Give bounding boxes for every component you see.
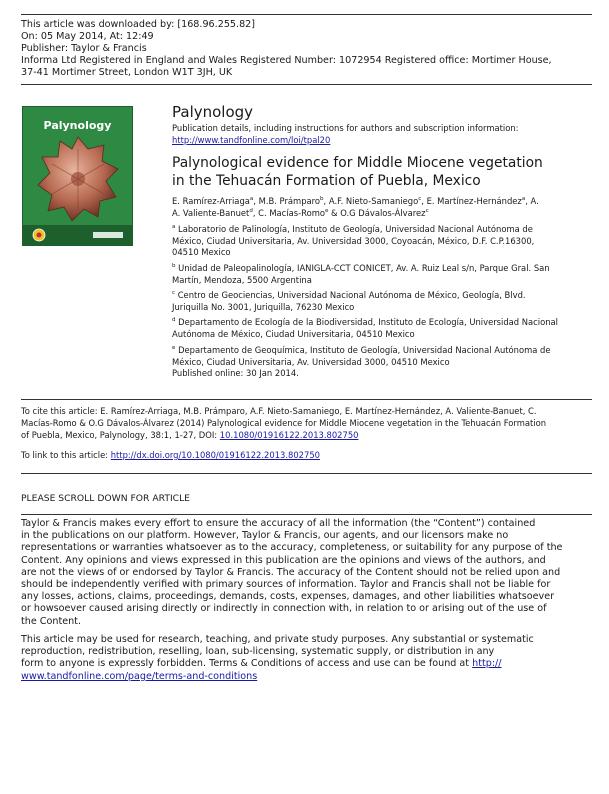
scroll-notice: PLEASE SCROLL DOWN FOR ARTICLE (21, 493, 190, 504)
disclaimer-line: Content. Any opinions and views expressed in this publication are the opinions and views of the authors, and (21, 554, 546, 566)
author-name: O.G Dávalos-Álvarez (340, 208, 426, 218)
publication-details-link-wrap (172, 135, 330, 147)
article-title-line-2: in the Tehuacán Formation of Puebla, Mexico (172, 173, 481, 189)
disclaimer-line: any losses, actions, claims, proceedings, demands, costs, expenses, damages, and other liabilities whatsoever (21, 591, 555, 603)
author-sup: d (249, 208, 253, 214)
disclaimer-rule (21, 514, 592, 515)
author-name: M.B. Prámparo (258, 196, 321, 206)
download-line-date: On: 05 May 2014, At: 12:49 (21, 31, 154, 42)
article-doi-url-link[interactable]: http://dx.doi.org/10.1080/01916122.2013.802750 (110, 450, 320, 460)
article-title (172, 154, 543, 190)
affiliation-sup: c (172, 290, 176, 296)
disclaimer-line: in the publications on our platform. However, Taylor & Francis, our agents, and our licensors make no (21, 530, 509, 542)
author-sup: b (320, 196, 324, 202)
article-title-line-1: Palynological evidence for Middle Miocene vegetation (172, 155, 543, 171)
disclaimer-paragraph-2 (21, 634, 534, 683)
author-name: A. Valiente-Banuet (172, 208, 250, 218)
author-sup: c (418, 196, 422, 202)
disclaimer-line: are not the views of or endorsed by Taylor & Francis. The accuracy of the Content should not be relied upon and (21, 566, 561, 578)
disclaimer-line: This article may be used for research, teaching, and private study purposes. Any substantial or systematic (21, 634, 534, 645)
affiliation-sup: a (172, 224, 176, 230)
author-list-line-1: E. Ramírez-Arriaga$^a$, M.B. Prámparo$^b$, A.F. Nieto-Samaniego$^c$, E. Martínez-Hernández$^a$, A. (172, 196, 539, 206)
top-rule (21, 14, 592, 15)
disclaimer-line: representations or warranties whatsoever as to the accuracy, completeness, or suitability for any purpose of the (21, 542, 563, 554)
terms-link-part-1[interactable]: http:// (472, 658, 502, 670)
disclaimer-line: or howsoever caused arising directly or indirectly in connection with, in relation to or arising out of the use of (21, 603, 547, 615)
citation-line-2: Macías-Romo & O.G Dávalos-Álvarez (2014) Palynological evidence for Middle Miocene vegetation in the Tehuacán Formation (21, 418, 547, 428)
author-sup: a (249, 196, 254, 202)
author-sup: c (425, 208, 429, 214)
link-to-article (21, 450, 320, 462)
affiliation-c (172, 290, 526, 313)
author-name: C. Macías-Romo (258, 208, 325, 218)
terms-link-part-2[interactable]: www.tandfonline.com/page/terms-and-conditions (21, 670, 258, 682)
affiliation-line: Departamento de Ecología de la Biodiversidad, Instituto de Ecología, Universidad Nacional (178, 317, 558, 327)
author-name: E. Ramírez-Arriaga (172, 196, 250, 206)
download-line-registered: Informa Ltd Registered in England and Wales Registered Number: 1072954 Registered office: Mortimer House, (21, 55, 552, 66)
citation-line-3-text: of Puebla, Mexico, Palynology, 38:1, 1-27, DOI: (21, 430, 220, 440)
affiliation-line: Juriquilla No. 3001, Juriquilla, 76230 Mexico (172, 301, 355, 312)
citation-line-3 (21, 430, 359, 442)
author-list-line-2: A. Valiente-Banuet$^d$, C. Macías-Romo$^e$ & O.G Dávalos-Álvarez$^c$ (172, 208, 429, 218)
disclaimer-paragraph-1 (21, 518, 562, 628)
affiliation-a (172, 224, 534, 259)
affiliation-line: 04510 Mexico (172, 247, 231, 258)
link-to-article-label: To link to this article: (21, 450, 111, 460)
affiliation-b (172, 263, 550, 286)
journal-cover-image (22, 106, 133, 246)
disclaimer-line: the Content. (21, 615, 81, 627)
affiliation-sup: d (172, 317, 176, 323)
affiliation-line: Martín, Mendoza, 5500 Argentina (172, 274, 312, 285)
author-name: A.F. Nieto-Samaniego (328, 196, 419, 206)
cover-title: Palynology (43, 119, 112, 132)
disclaimer-line: Taylor & Francis makes every effort to ensure the accuracy of all the information (the “Content”) contained (21, 518, 536, 529)
download-line-address: 37-41 Mortimer Street, London W1T 3JH, UK (21, 67, 233, 78)
affiliation-line: Laboratorio de Palinología, Instituto de Geología, Universidad Nacional Autónoma de (178, 224, 533, 234)
disclaimer-line: form to anyone is expressly forbidden. Terms & Conditions of access and use can be found at (21, 658, 473, 670)
affiliation-line: México, Ciudad Universitaria, Av. Universidad 3000, 04510 Mexico (172, 356, 450, 367)
affiliation-sup: b (172, 263, 176, 269)
affiliation-e (172, 345, 551, 380)
author-sup: a (521, 196, 526, 202)
publisher-logo-icon (23, 225, 132, 245)
disclaimer-line: should be independently verified with primary sources of information. Taylor and Francis shall not be liable for (21, 579, 551, 591)
citation-line-1: To cite this article: E. Ramírez-Arriaga, M.B. Prámparo, A.F. Nieto-Samaniego, E. Martínez-Hernández, A. Valiente-Banuet, C. (21, 406, 537, 416)
disclaimer-line: reproduction, redistribution, reselling, loan, sub-licensing, systematic supply, or distribution in any (21, 646, 495, 658)
journal-name: Palynology (172, 103, 254, 121)
cover-footer (23, 225, 132, 245)
download-line-publisher: Publisher: Taylor & Francis (21, 43, 147, 54)
publication-details-text: Publication details, including instructions for authors and subscription information: (172, 123, 519, 133)
author-name: E. Martínez-Hernández (426, 196, 522, 206)
affiliation-d (172, 317, 558, 340)
affiliation-line: Unidad de Paleopalinología, IANIGLA-CCT CONICET, Av. A. Ruiz Leal s/n, Parque Gral. San (178, 263, 550, 273)
citation-rule (21, 473, 592, 474)
affiliation-line: México, Ciudad Universitaria, Av. Universidad 3000, Coyoacán, México, D.F. C.P.16300, (172, 235, 535, 246)
affiliation-line: Centro de Geociencias, Universidad Nacional Autónoma de México, Geología, Blvd. (177, 290, 526, 300)
affiliation-line: Departamento de Geoquímica, Instituto de Geología, Universidad Nacional Autónoma de (178, 345, 551, 355)
publication-details-link[interactable]: http://www.tandfonline.com/loi/tpal20 (172, 135, 331, 145)
doi-link[interactable]: 10.1080/01916122.2013.802750 (219, 430, 359, 440)
published-online: Published online: 30 Jan 2014. (172, 368, 299, 379)
affiliation-sup: e (172, 345, 176, 351)
header-bottom-rule (21, 84, 592, 85)
download-line-ip: This article was downloaded by: [168.96.255.82] (21, 19, 256, 30)
article-info-rule (21, 399, 592, 400)
author-sup: e (324, 208, 329, 214)
affiliation-line: Autónoma de México, Ciudad Universitaria, 04510 Mexico (172, 328, 415, 339)
